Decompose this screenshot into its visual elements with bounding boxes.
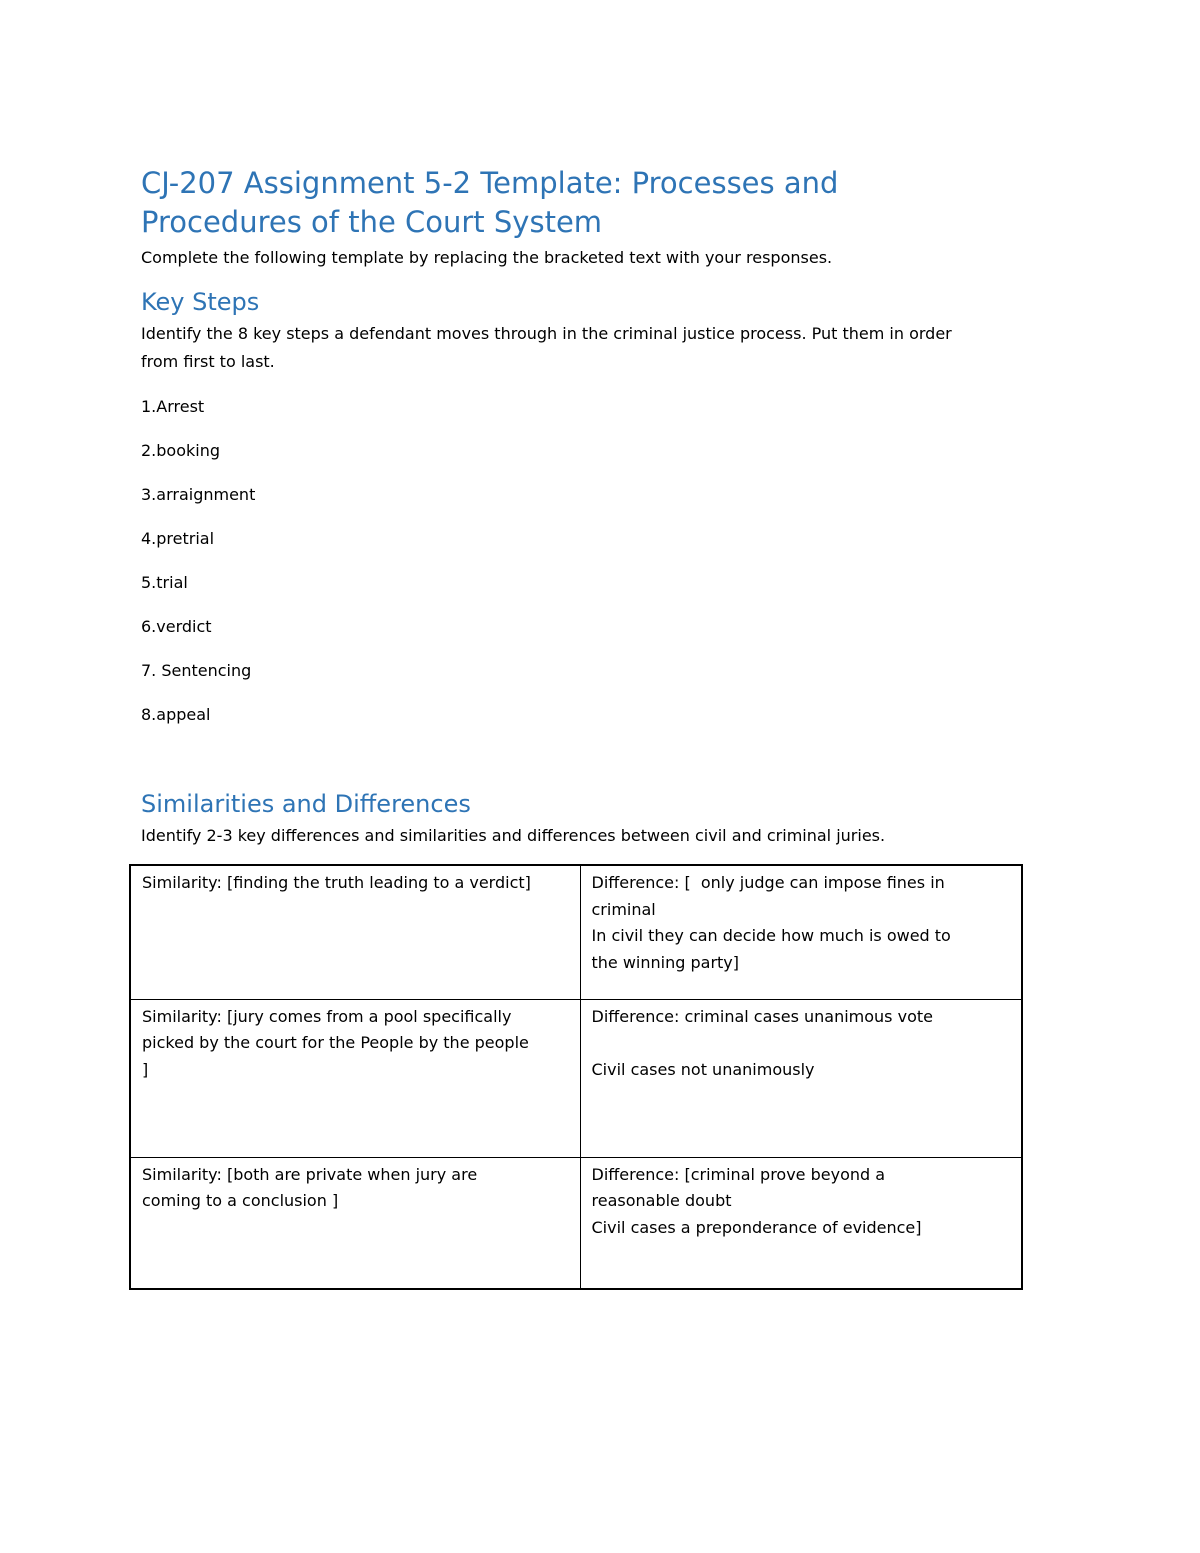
page-title [141,164,1041,242]
cell-text: In civil they can decide how much is owed to [591,926,951,945]
step-item-8: 8.appeal [141,705,211,724]
cell-text: Similarity: [finding the truth leading to a verdict] [142,873,531,892]
step-item-6: 6.verdict [141,617,212,636]
table-row [130,1157,1022,1289]
step-item-2: 2.booking [141,441,221,460]
cell-text: criminal [591,899,656,919]
cell-text: the winning party] [591,952,740,972]
cell-text: Difference: [ only judge can impose fines in [591,873,945,892]
difference-cell [580,865,1022,999]
cell-text: picked by the court for the People by the people [142,1033,529,1052]
similarity-cell [130,1157,580,1289]
cell-text [592,1030,1011,1057]
difference-cell [580,999,1022,1157]
instructions-text: Complete the following template by replacing the bracketed text with your responses. [141,248,833,267]
step-item-3: 3.arraignment [141,485,256,504]
difference-cell [580,1157,1022,1289]
cell-text: coming to a conclusion ] [142,1191,339,1210]
cell-text: ] [142,1059,149,1079]
comparison-table [129,864,1023,1290]
cell-text: reasonable doubt [591,1191,732,1210]
cell-text: Similarity: [jury comes from a pool specifically [142,1006,512,1026]
key-steps-prompt-line-1: Identify the 8 key steps a defendant moves through in the criminal justice process. Put them in order [141,324,952,343]
cell-text: Similarity: [both are private when jury are [142,1164,478,1184]
similarity-cell [130,999,580,1157]
cell-text: Civil cases a preponderance of evidence] [591,1217,922,1237]
cell-text: Difference: [criminal prove beyond a [591,1164,886,1184]
step-item-1: 1.Arrest [141,397,205,416]
cell-text: Difference: criminal cases unanimous vote [591,1006,933,1026]
cell-text: Civil cases not unanimously [591,1059,815,1079]
table-row [130,865,1022,999]
similarities-prompt: Identify 2-3 key differences and similarities and differences between civil and criminal juries. [141,826,886,845]
key-steps-heading: Key Steps [141,288,260,316]
step-item-4: 4.pretrial [141,529,215,548]
key-steps-prompt-line-2: from first to last. [141,352,275,371]
similarity-cell [130,865,580,999]
step-item-7: 7. Sentencing [141,661,252,680]
step-item-5: 5.trial [141,573,188,592]
similarities-heading: Similarities and Differences [141,790,471,818]
key-steps-prompt [141,320,1031,376]
title-line-1: CJ-207 Assignment 5-2 Template: Processes and [141,166,839,200]
title-line-2: Procedures of the Court System [141,205,603,239]
table-row [130,999,1022,1157]
